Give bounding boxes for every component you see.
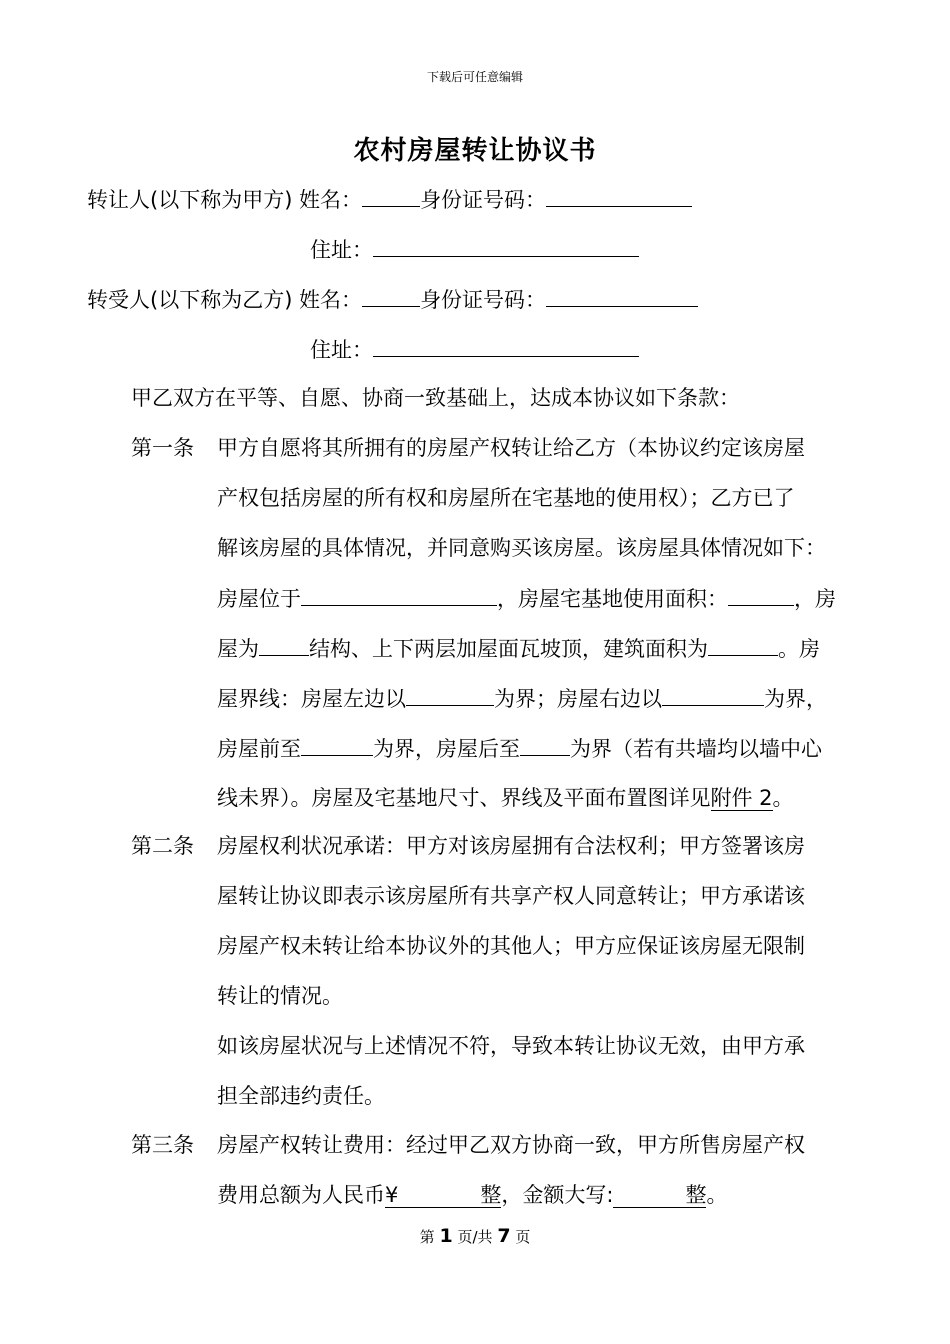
document-title: 农村房屋转让协议书 (353, 136, 597, 166)
text-segment: 费用总额为人民币 (217, 1183, 385, 1207)
left-boundary-blank (406, 683, 494, 706)
article2-label: 第二条 (131, 834, 194, 858)
text-segment: 屋界线：房屋左边以 (217, 687, 406, 711)
id-label: 身份证号码： (420, 288, 547, 312)
article1-label: 第一条 (131, 436, 194, 460)
text-segment: 为界；房屋右边以 (494, 687, 662, 711)
article2-line5: 如该房屋状况与上述情况不符，导致本转让协议无效，由甲方承 (217, 1034, 805, 1058)
yuan-symbol: ¥ (385, 1183, 399, 1207)
price-words-field (613, 1183, 706, 1208)
article3-line1: 房屋产权转让费用：经过甲乙双方协商一致，甲方所售房屋产权 (217, 1133, 805, 1157)
footer-text: 页 (515, 1228, 531, 1246)
text-segment: 房屋前至 (217, 737, 301, 761)
price-amount-field (385, 1183, 501, 1208)
text-segment: ，金额大写: (501, 1183, 614, 1207)
address-label: 住址： (310, 338, 373, 362)
text-segment: 为界，房屋后至 (373, 737, 520, 761)
text-segment: 。 (772, 786, 794, 810)
article2-line4: 转让的情况。 (217, 984, 343, 1008)
article1-line3: 解该房屋的具体情况，并同意购买该房屋。该房屋具体情况如下： (217, 536, 826, 560)
article1-line8 (217, 783, 794, 813)
article3-label: 第三条 (131, 1133, 194, 1157)
transferor-id-blank (546, 184, 692, 207)
article1-line7 (217, 733, 822, 764)
transferee-name-blank (362, 284, 420, 307)
text-segment: 整 (480, 1183, 502, 1207)
page-number: 1 (439, 1225, 453, 1247)
total-pages: 7 (497, 1225, 511, 1247)
transferor-address-row (310, 234, 639, 265)
transferee-row (87, 284, 698, 315)
front-boundary-blank (301, 733, 373, 756)
transferee-label: 转受人(以下称为乙方) 姓名： (87, 288, 363, 312)
transferee-address-blank (373, 334, 639, 357)
transferor-name-blank (362, 184, 420, 207)
text-segment: 为界（若有共墙均以墙中心 (570, 737, 822, 761)
article2-line2: 屋转让协议即表示该房屋所有共享产权人同意转让；甲方承诺该 (217, 884, 805, 908)
article1-line2: 产权包括房屋的所有权和房屋所在宅基地的使用权）；乙方已了 (217, 486, 795, 510)
address-label: 住址： (310, 238, 373, 262)
text-segment: 房屋位于 (217, 587, 301, 611)
article1-line5 (217, 633, 820, 664)
transferee-address-row (310, 334, 639, 365)
text-segment: 屋为 (217, 637, 259, 661)
attachment-reference: 附件 2 (710, 786, 773, 810)
rear-boundary-blank (520, 733, 570, 756)
footer-text: 页/共 (457, 1228, 493, 1246)
transferor-row (87, 184, 692, 215)
text-segment: 线未界）。房屋及宅基地尺寸、界线及平面布置图详见 (217, 786, 711, 810)
building-area-blank (708, 633, 778, 656)
id-label: 身份证号码： (420, 188, 547, 212)
article1-line4 (217, 583, 836, 614)
text-segment: ，房 (794, 587, 836, 611)
transferor-label: 转让人(以下称为甲方) 姓名： (87, 188, 363, 212)
transferor-address-blank (373, 234, 639, 257)
transferee-id-blank (546, 284, 698, 307)
article1-line6 (217, 683, 827, 714)
article2-line1: 房屋权利状况承诺：甲方对该房屋拥有合法权利；甲方签署该房 (217, 834, 805, 858)
text-segment: 。 (706, 1183, 728, 1207)
text-segment: 。房 (778, 637, 820, 661)
article2-line3: 房屋产权未转让给本协议外的其他人；甲方应保证该房屋无限制 (217, 934, 805, 958)
article1-line1: 甲方自愿将其所拥有的房屋产权转让给乙方（本协议约定该房屋 (217, 436, 805, 460)
text-segment: 为界， (764, 687, 827, 711)
intro-text: 甲乙双方在平等、自愿、协商一致基础上，达成本协议如下条款： (131, 386, 740, 410)
article3-line2 (217, 1180, 727, 1210)
structure-blank (259, 633, 309, 656)
text-segment: ，房屋宅基地使用面积： (497, 587, 728, 611)
land-area-blank (728, 583, 794, 606)
header-note: 下载后可任意编辑 (426, 70, 523, 84)
right-boundary-blank (662, 683, 764, 706)
article2-line6: 担全部违约责任。 (217, 1084, 385, 1108)
location-blank (301, 583, 497, 606)
text-segment: 结构、上下两层加屋面瓦坡顶，建筑面积为 (309, 637, 708, 661)
page-footer (0, 1225, 950, 1247)
text-segment: 整 (685, 1183, 707, 1207)
footer-text: 第 (419, 1228, 435, 1246)
